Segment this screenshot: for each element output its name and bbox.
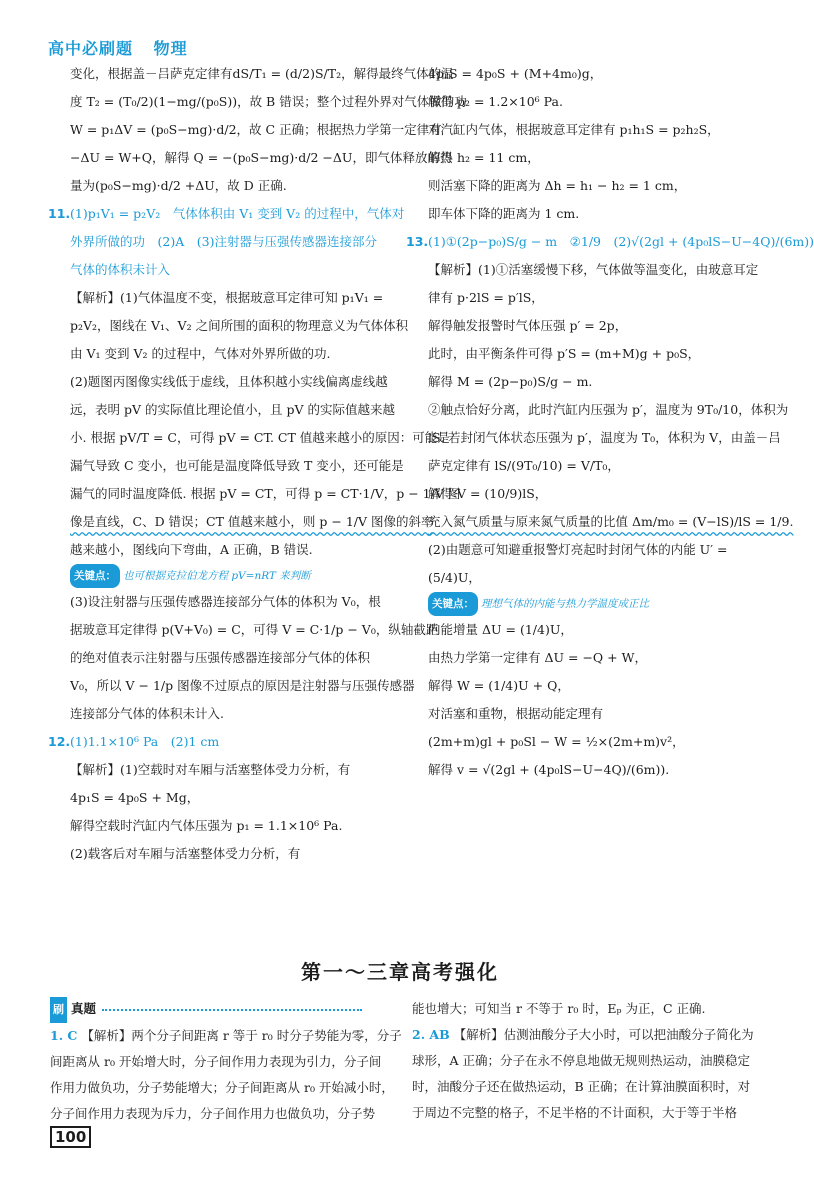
right-column	[406, 60, 814, 784]
text-line: 充入氮气质量与原来氮气质量的比值 Δm/m₀ = (V−lS)/lS = 1/9.	[428, 514, 794, 529]
text-line: (2m+m)gl + p₀Sl − W = ½×(2m+m)v²，	[428, 734, 685, 749]
text-line: 解得 p₂ = 1.2×10⁶ Pa.	[428, 94, 563, 109]
page-header	[48, 36, 188, 59]
text-line: lS. 若封闭气体状态压强为 p′，温度为 T₀，体积为 V，由盖－吕	[428, 430, 781, 445]
key-point-note: 关键点： 也可根据克拉伯龙方程 pV=nRT 来判断	[70, 564, 390, 588]
chapter-title: 第一～三章高考强化	[301, 960, 499, 984]
text-line: 时，油酸分子还在做热运动，B 正确；在计算油膜面积时，对	[412, 1079, 751, 1094]
text-line: 量为(p₀S−mg)·d/2 +ΔU，故 D 正确.	[70, 178, 287, 193]
text-line: 解得空载时汽缸内气体压强为 p₁ = 1.1×10⁶ Pa.	[70, 818, 343, 833]
subject-title: 物理	[153, 39, 188, 58]
q2-line: 2. AB 【解析】估测油酸分子大小时，可以把油酸分子简化为	[412, 1027, 754, 1042]
text-line: 律有 p·2lS = p′lS，	[428, 290, 544, 305]
book-title: 高中必刷题	[48, 39, 134, 58]
text-line: 能也增大；可知当 r 不等于 r₀ 时，Eₚ 为正，C 正确.	[412, 1001, 706, 1016]
text-line: 即车体下降的距离为 1 cm.	[428, 206, 580, 221]
text-line: 此时，由平衡条件可得 p′S = (m+M)g + p₀S，	[428, 346, 701, 361]
q11-answer-cont: 气体的体积未计入	[70, 262, 171, 277]
text-line: 解得 W = (1/4)U + Q，	[428, 678, 570, 693]
page-number: 100	[50, 1126, 91, 1148]
question-number: 12.	[48, 734, 71, 749]
text-line: 度 T₂ = (T₀/2)(1−mg/(p₀S))，故 B 错误；整个过程外界对气体做的功	[70, 94, 467, 109]
text-line: 连接部分气体的体积未计入.	[70, 706, 224, 721]
section-label: 刷	[50, 997, 67, 1023]
text-line: 内能增量 ΔU = (1/4)U，	[428, 622, 573, 637]
text-line: 【解析】(1)空载时对车厢与活塞整体受力分析，有	[70, 762, 351, 777]
text-line: W = p₁ΔV = (p₀S−mg)·d/2，故 C 正确；根据热力学第一定律有	[70, 122, 442, 137]
text-line: 分子间作用力表现为斥力，分子间作用力也做负功，分子势	[50, 1106, 376, 1121]
text-line: p₂V₂，图线在 V₁、V₂ 之间所围的面积的物理意义为气体体积	[70, 318, 409, 333]
text-line: 漏气导致 C 变小，也可能是温度降低导致 T 变小，还可能是	[70, 458, 404, 473]
key-point-badge: 关键点：	[70, 564, 120, 588]
q11-answer: 11.(1)p₁V₁ = p₂V₂ 气体体积由 V₁ 变到 V₂ 的过程中，气体对	[70, 200, 390, 228]
text-line: 萨克定律有 lS/(9T₀/10) = V/T₀，	[428, 458, 620, 473]
key-point-badge: 关键点：	[428, 592, 478, 616]
text-line: (2)题图丙图像实线低于虚线，且体积越小实线偏离虚线越	[70, 374, 388, 389]
text-line: 变化，根据盖－吕萨克定律有dS/T₁ = (d/2)S/T₂，解得最终气体的温	[70, 66, 454, 81]
text-line: (2)载客后对车厢与活塞整体受力分析，有	[70, 846, 301, 861]
bottom-left-column	[50, 996, 402, 1127]
text-line: 对活塞和重物，根据动能定理有	[428, 706, 604, 721]
bottom-right-column	[412, 996, 752, 1126]
q13-answer: 13.(1)①(2p−p₀)S/g − m ②1/9 (2)√(2gl + (4p₀lS−U−4Q)/(6m))	[428, 228, 750, 256]
text-line: 4p₁S = 4p₀S + Mg，	[70, 790, 200, 805]
text-line: 漏气的同时温度降低. 根据 pV = CT，可得 p = CT·1/V，p − 1/V 图	[70, 486, 461, 501]
text-line: 由热力学第一定律有 ΔU = −Q + W，	[428, 650, 647, 665]
text-line: 由 V₁ 变到 V₂ 的过程中，气体对外界所做的功.	[70, 346, 331, 361]
question-number: 1. C	[50, 1028, 78, 1043]
text-line: 像是直线，C、D 错误；CT 值越来越小，则 p − 1/V 图像的斜率	[70, 514, 434, 529]
question-number: 13.	[406, 234, 429, 249]
text-line: 越来越小，图线向下弯曲，A 正确，B 错误.	[70, 542, 313, 557]
text-line: 小. 根据 pV/T = C，可得 pV = CT. CT 值越来越小的原因：可能是	[70, 430, 450, 445]
text-line: V₀，所以 V − 1/p 图像不过原点的原因是注射器与压强传感器	[70, 678, 415, 693]
text-line: (5/4)U，	[428, 570, 481, 585]
text-line: 解得 M = (2p−p₀)S/g − m.	[428, 374, 593, 389]
text-line: (3)设注射器与压强传感器连接部分气体的体积为 V₀，根	[70, 594, 381, 609]
text-line: 间距离从 r₀ 开始增大时，分子间作用力表现为引力，分子间	[50, 1054, 382, 1069]
text-line: 对汽缸内气体，根据玻意耳定律有 p₁h₁S = p₂h₂S，	[428, 122, 720, 137]
text-line: 于周边不完整的格子，不足半格的不计面积，大于等于半格	[412, 1105, 738, 1120]
text-line: −ΔU = W+Q，解得 Q = −(p₀S−mg)·d/2 −ΔU，即气体释放的热	[70, 150, 453, 165]
text-line: 远，表明 pV 的实际值比理论值小，且 pV 的实际值越来越	[70, 402, 395, 417]
section-heading	[50, 996, 390, 1023]
text-line: 【解析】(1)①活塞缓慢下移，气体做等温变化，由玻意耳定	[428, 262, 759, 277]
text-line: 解得触发报警时气体压强 p′ = 2p，	[428, 318, 628, 333]
text-line: 的绝对值表示注射器与压强传感器连接部分气体的体积	[70, 650, 371, 665]
q12-answer: 12.(1)1.1×10⁶ Pa (2)1 cm	[70, 728, 390, 756]
text-line: 4p₂S = 4p₀S + (M+4m₀)g，	[428, 66, 603, 81]
q1-line: 1. C 【解析】两个分子间距离 r 等于 r₀ 时分子势能为零，分子	[50, 1028, 402, 1043]
text-line: ②触点恰好分离，此时汽缸内压强为 p′，温度为 9T₀/10，体积为	[428, 402, 789, 417]
text-line: 【解析】(1)气体温度不变，根据玻意耳定律可知 p₁V₁ =	[70, 290, 384, 305]
text-line: 作用力做负功，分子势能增大；分子间距离从 r₀ 开始减小时，	[50, 1080, 394, 1095]
question-number: 11.	[48, 206, 71, 221]
section-title: 真题	[71, 1001, 97, 1016]
text-line: (2)由题意可知避重报警灯亮起时封闭气体的内能 U′ =	[428, 542, 728, 557]
q11-answer-cont: 外界所做的功 (2)A (3)注射器与压强传感器连接部分	[70, 234, 377, 249]
text-line: 球形，A 正确；分子在永不停息地做无规则热运动，油膜稳定	[412, 1053, 751, 1068]
text-line: 解得 V = (10/9)lS，	[428, 486, 548, 501]
key-point-note: 关键点： 理想气体的内能与热力学温度成正比	[428, 592, 750, 616]
question-number: 2. AB	[412, 1027, 450, 1042]
text-line: 解得 h₂ = 11 cm，	[428, 150, 540, 165]
text-line: 解得 v = √(2gl + (4p₀lS−U−4Q)/(6m)).	[428, 762, 670, 777]
text-line: 据玻意耳定律得 p(V+V₀) = C，可得 V = C·1/p − V₀，纵轴截距	[70, 622, 439, 637]
dotted-divider	[102, 1009, 362, 1011]
text-line: 则活塞下降的距离为 Δh = h₁ − h₂ = 1 cm，	[428, 178, 687, 193]
